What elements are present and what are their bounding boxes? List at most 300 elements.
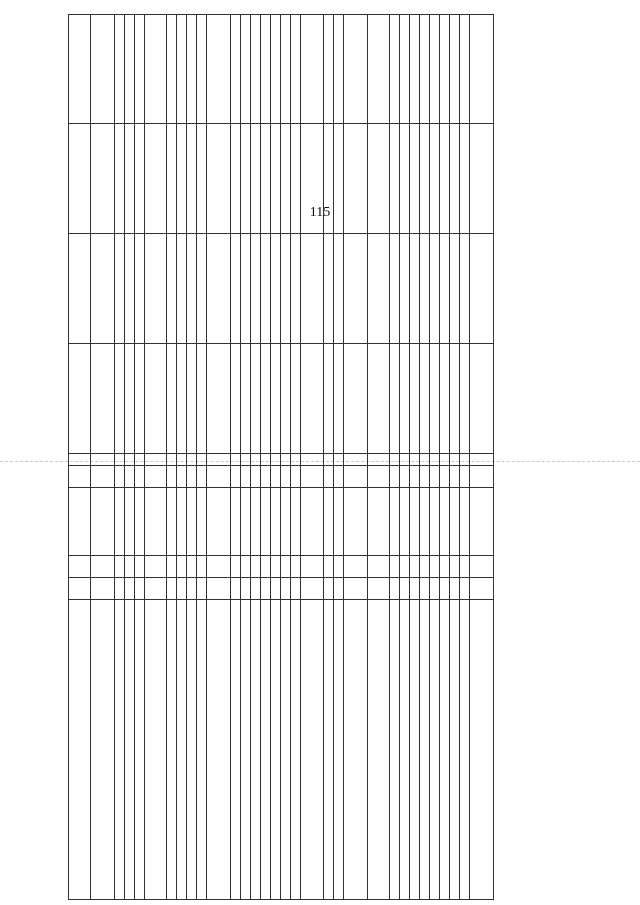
cell-name bbox=[115, 600, 125, 900]
cell-section bbox=[145, 578, 167, 600]
cell-expense-type bbox=[91, 466, 115, 488]
cell-extra bbox=[430, 454, 440, 466]
cell-amount-2 bbox=[291, 234, 301, 344]
cell-amount-2 bbox=[115, 234, 125, 344]
cell-amount-3 bbox=[470, 124, 494, 234]
cell-amount-2 bbox=[390, 234, 400, 344]
cell-amount-2 bbox=[400, 234, 410, 344]
cell-amount-4 bbox=[197, 15, 207, 124]
cell-amount-4 bbox=[291, 15, 301, 124]
cell-subsection bbox=[241, 556, 251, 578]
cell-amount-1 bbox=[460, 344, 470, 454]
table-row bbox=[368, 15, 390, 900]
cell-section bbox=[69, 578, 91, 600]
cell-subsection bbox=[167, 556, 177, 578]
cell-target bbox=[281, 488, 291, 556]
table-row bbox=[344, 15, 368, 900]
cell-amount-2 bbox=[450, 234, 460, 344]
cell-target bbox=[291, 488, 301, 556]
cell-subsection bbox=[470, 556, 494, 578]
cell-subsection bbox=[334, 556, 344, 578]
cell-expense-type bbox=[334, 466, 344, 488]
cell-amount-2 bbox=[334, 234, 344, 344]
cell-target bbox=[135, 488, 145, 556]
table-row bbox=[301, 15, 324, 900]
cell-amount-4 bbox=[440, 15, 450, 124]
cell-name bbox=[368, 600, 390, 900]
cell-expense-type bbox=[261, 466, 271, 488]
cell-amount-4 bbox=[271, 15, 281, 124]
cell-target bbox=[460, 488, 470, 556]
cell-amount-1 bbox=[400, 344, 410, 454]
cell-section bbox=[207, 578, 231, 600]
cell-amount-2 bbox=[177, 234, 187, 344]
cell-expense-type bbox=[470, 466, 494, 488]
table-row bbox=[251, 15, 261, 900]
table-row bbox=[430, 15, 440, 900]
cell-section bbox=[241, 578, 251, 600]
cell-section bbox=[291, 578, 301, 600]
cell-section bbox=[334, 578, 344, 600]
cell-expense-type bbox=[115, 466, 125, 488]
table-row bbox=[440, 15, 450, 900]
cell-section bbox=[125, 578, 135, 600]
cell-amount-1 bbox=[281, 344, 291, 454]
cell-amount-3 bbox=[450, 124, 460, 234]
cell-extra bbox=[207, 454, 231, 466]
cell-amount-4 bbox=[301, 15, 324, 124]
cell-expense-type bbox=[187, 466, 197, 488]
cell-amount-4 bbox=[145, 15, 167, 124]
cell-amount-2 bbox=[197, 234, 207, 344]
cell-extra bbox=[125, 454, 135, 466]
cell-amount-4 bbox=[400, 15, 410, 124]
cell-amount-4 bbox=[231, 15, 241, 124]
cell-extra bbox=[135, 454, 145, 466]
cell-name bbox=[251, 600, 261, 900]
cell-name bbox=[344, 600, 368, 900]
cell-amount-4 bbox=[167, 15, 177, 124]
cell-subsection bbox=[390, 556, 400, 578]
cell-amount-1 bbox=[334, 344, 344, 454]
cell-amount-4 bbox=[334, 15, 344, 124]
table-row bbox=[390, 15, 400, 900]
cell-subsection bbox=[125, 556, 135, 578]
cell-expense-type bbox=[241, 466, 251, 488]
cell-amount-4 bbox=[410, 15, 420, 124]
cell-subsection bbox=[291, 556, 301, 578]
cell-target bbox=[241, 488, 251, 556]
cell-amount-1 bbox=[125, 344, 135, 454]
table-row bbox=[420, 15, 430, 900]
cell-name bbox=[334, 600, 344, 900]
cell-target bbox=[91, 488, 115, 556]
cell-expense-type bbox=[145, 466, 167, 488]
cell-amount-3 bbox=[197, 124, 207, 234]
cell-name bbox=[420, 600, 430, 900]
cell-amount-3 bbox=[460, 124, 470, 234]
cell-name bbox=[450, 600, 460, 900]
cell-amount-3 bbox=[69, 124, 91, 234]
cell-extra bbox=[231, 454, 241, 466]
cell-amount-4 bbox=[460, 15, 470, 124]
cell-amount-3 bbox=[291, 124, 301, 234]
cell-name bbox=[207, 600, 231, 900]
cell-amount-2 bbox=[440, 234, 450, 344]
cell-amount-4 bbox=[69, 15, 91, 124]
cell-section bbox=[281, 578, 291, 600]
cell-extra bbox=[410, 454, 420, 466]
cell-amount-2 bbox=[261, 234, 271, 344]
cell-name bbox=[197, 600, 207, 900]
cell-amount-2 bbox=[368, 234, 390, 344]
cell-section bbox=[301, 578, 324, 600]
cell-amount-3 bbox=[324, 124, 334, 234]
cell-expense-type bbox=[410, 466, 420, 488]
cell-expense-type bbox=[281, 466, 291, 488]
cell-name bbox=[261, 600, 271, 900]
table-row bbox=[125, 15, 135, 900]
cell-amount-2 bbox=[69, 234, 91, 344]
cell-name bbox=[241, 600, 251, 900]
cell-amount-2 bbox=[281, 234, 291, 344]
cell-target bbox=[271, 488, 281, 556]
cell-amount-1 bbox=[440, 344, 450, 454]
cell-expense-type bbox=[167, 466, 177, 488]
cell-amount-1 bbox=[251, 344, 261, 454]
cell-amount-3 bbox=[251, 124, 261, 234]
cell-subsection bbox=[91, 556, 115, 578]
cell-target bbox=[115, 488, 125, 556]
cell-amount-4 bbox=[187, 15, 197, 124]
cell-target bbox=[167, 488, 177, 556]
cell-expense-type bbox=[125, 466, 135, 488]
table-row bbox=[177, 15, 187, 900]
cell-expense-type bbox=[440, 466, 450, 488]
cell-amount-3 bbox=[344, 124, 368, 234]
cell-amount-3 bbox=[167, 124, 177, 234]
cell-subsection bbox=[344, 556, 368, 578]
cell-target bbox=[207, 488, 231, 556]
cell-extra bbox=[450, 454, 460, 466]
cell-amount-1 bbox=[91, 344, 115, 454]
cell-amount-3 bbox=[271, 124, 281, 234]
cell-section bbox=[167, 578, 177, 600]
cell-amount-1 bbox=[324, 344, 334, 454]
cell-subsection bbox=[69, 556, 91, 578]
cell-subsection bbox=[440, 556, 450, 578]
cell-extra bbox=[281, 454, 291, 466]
cell-amount-3 bbox=[301, 124, 324, 234]
cell-section bbox=[440, 578, 450, 600]
cell-subsection bbox=[145, 556, 167, 578]
cell-subsection bbox=[450, 556, 460, 578]
cell-section bbox=[400, 578, 410, 600]
cell-subsection bbox=[324, 556, 334, 578]
cell-extra bbox=[197, 454, 207, 466]
cell-amount-3 bbox=[231, 124, 241, 234]
table-row bbox=[400, 15, 410, 900]
cell-extra bbox=[177, 454, 187, 466]
cell-amount-3 bbox=[145, 124, 167, 234]
cell-subsection bbox=[420, 556, 430, 578]
table-row bbox=[187, 15, 197, 900]
cell-amount-2 bbox=[470, 234, 494, 344]
cell-target bbox=[251, 488, 261, 556]
cell-amount-2 bbox=[145, 234, 167, 344]
cell-amount-3 bbox=[430, 124, 440, 234]
cell-amount-2 bbox=[251, 234, 261, 344]
cell-target bbox=[324, 488, 334, 556]
cell-name bbox=[440, 600, 450, 900]
cell-subsection bbox=[197, 556, 207, 578]
cell-amount-1 bbox=[470, 344, 494, 454]
cell-amount-4 bbox=[390, 15, 400, 124]
cell-section bbox=[368, 578, 390, 600]
cell-section bbox=[135, 578, 145, 600]
cell-amount-2 bbox=[207, 234, 231, 344]
cell-expense-type bbox=[450, 466, 460, 488]
cell-amount-1 bbox=[135, 344, 145, 454]
cell-subsection bbox=[410, 556, 420, 578]
cell-expense-type bbox=[271, 466, 281, 488]
cell-amount-2 bbox=[324, 234, 334, 344]
cell-amount-1 bbox=[145, 344, 167, 454]
cell-amount-3 bbox=[420, 124, 430, 234]
cell-subsection bbox=[271, 556, 281, 578]
cell-amount-1 bbox=[291, 344, 301, 454]
cell-section bbox=[231, 578, 241, 600]
cell-amount-2 bbox=[430, 234, 440, 344]
cell-amount-1 bbox=[187, 344, 197, 454]
cell-subsection bbox=[187, 556, 197, 578]
cell-subsection bbox=[135, 556, 145, 578]
cell-section bbox=[420, 578, 430, 600]
cell-extra bbox=[271, 454, 281, 466]
cell-amount-1 bbox=[430, 344, 440, 454]
cell-extra bbox=[187, 454, 197, 466]
cell-name bbox=[135, 600, 145, 900]
cell-section bbox=[324, 578, 334, 600]
cell-subsection bbox=[261, 556, 271, 578]
table-row bbox=[271, 15, 281, 900]
table-row bbox=[91, 15, 115, 900]
cell-subsection bbox=[281, 556, 291, 578]
cell-extra bbox=[91, 454, 115, 466]
table-row bbox=[197, 15, 207, 900]
cell-amount-4 bbox=[281, 15, 291, 124]
cell-amount-2 bbox=[167, 234, 177, 344]
cell-name bbox=[231, 600, 241, 900]
cell-section bbox=[271, 578, 281, 600]
cell-amount-1 bbox=[177, 344, 187, 454]
cell-amount-3 bbox=[115, 124, 125, 234]
cell-name bbox=[281, 600, 291, 900]
cell-target bbox=[231, 488, 241, 556]
cell-amount-4 bbox=[261, 15, 271, 124]
cell-amount-3 bbox=[207, 124, 231, 234]
budget-table-sheet bbox=[68, 15, 336, 900]
cell-subsection bbox=[177, 556, 187, 578]
budget-table bbox=[68, 14, 494, 900]
cell-expense-type bbox=[301, 466, 324, 488]
table-row bbox=[281, 15, 291, 900]
cell-extra bbox=[301, 454, 324, 466]
cell-expense-type bbox=[69, 466, 91, 488]
table-row bbox=[231, 15, 241, 900]
cell-expense-type bbox=[231, 466, 241, 488]
cell-name bbox=[177, 600, 187, 900]
cell-name bbox=[460, 600, 470, 900]
cell-name bbox=[400, 600, 410, 900]
page-number: 115 bbox=[309, 205, 331, 220]
cell-expense-type bbox=[344, 466, 368, 488]
cell-target bbox=[470, 488, 494, 556]
cell-target bbox=[450, 488, 460, 556]
cell-amount-2 bbox=[301, 234, 324, 344]
cell-amount-4 bbox=[470, 15, 494, 124]
cell-target bbox=[420, 488, 430, 556]
cell-amount-1 bbox=[301, 344, 324, 454]
cell-subsection bbox=[207, 556, 231, 578]
cell-amount-1 bbox=[231, 344, 241, 454]
cell-extra bbox=[291, 454, 301, 466]
table-row bbox=[450, 15, 460, 900]
cell-extra bbox=[115, 454, 125, 466]
cell-amount-1 bbox=[197, 344, 207, 454]
cell-section bbox=[390, 578, 400, 600]
cell-amount-4 bbox=[125, 15, 135, 124]
cell-amount-4 bbox=[241, 15, 251, 124]
cell-expense-type bbox=[177, 466, 187, 488]
cell-name bbox=[145, 600, 167, 900]
table-row bbox=[460, 15, 470, 900]
table-row bbox=[167, 15, 177, 900]
cell-target bbox=[440, 488, 450, 556]
cell-amount-1 bbox=[390, 344, 400, 454]
cell-extra bbox=[368, 454, 390, 466]
cell-section bbox=[261, 578, 271, 600]
cell-amount-2 bbox=[187, 234, 197, 344]
cell-amount-2 bbox=[91, 234, 115, 344]
cell-amount-4 bbox=[450, 15, 460, 124]
cell-extra bbox=[241, 454, 251, 466]
table-row bbox=[410, 15, 420, 900]
cell-extra bbox=[420, 454, 430, 466]
cell-amount-2 bbox=[410, 234, 420, 344]
cell-target bbox=[430, 488, 440, 556]
cell-amount-1 bbox=[368, 344, 390, 454]
cell-amount-3 bbox=[390, 124, 400, 234]
cell-name bbox=[410, 600, 420, 900]
cell-section bbox=[91, 578, 115, 600]
cell-expense-type bbox=[251, 466, 261, 488]
table-row bbox=[207, 15, 231, 900]
table-row bbox=[115, 15, 125, 900]
cell-amount-1 bbox=[450, 344, 460, 454]
cell-expense-type bbox=[368, 466, 390, 488]
cell-expense-type bbox=[460, 466, 470, 488]
cell-amount-1 bbox=[344, 344, 368, 454]
cell-extra bbox=[460, 454, 470, 466]
cell-target bbox=[145, 488, 167, 556]
cell-amount-2 bbox=[241, 234, 251, 344]
cell-extra bbox=[251, 454, 261, 466]
cell-amount-3 bbox=[400, 124, 410, 234]
cell-amount-4 bbox=[135, 15, 145, 124]
cell-name bbox=[470, 600, 494, 900]
cell-amount-1 bbox=[261, 344, 271, 454]
cell-target bbox=[197, 488, 207, 556]
table-row bbox=[291, 15, 301, 900]
cell-amount-3 bbox=[261, 124, 271, 234]
cell-amount-1 bbox=[115, 344, 125, 454]
cell-amount-1 bbox=[420, 344, 430, 454]
cell-amount-4 bbox=[430, 15, 440, 124]
cell-subsection bbox=[460, 556, 470, 578]
cell-name bbox=[69, 600, 91, 900]
cell-amount-2 bbox=[135, 234, 145, 344]
cell-expense-type bbox=[207, 466, 231, 488]
cell-expense-type bbox=[291, 466, 301, 488]
table-row bbox=[324, 15, 334, 900]
cell-section bbox=[450, 578, 460, 600]
cell-amount-2 bbox=[125, 234, 135, 344]
cell-amount-3 bbox=[440, 124, 450, 234]
cell-amount-3 bbox=[281, 124, 291, 234]
cell-target bbox=[390, 488, 400, 556]
cell-amount-1 bbox=[241, 344, 251, 454]
cell-expense-type bbox=[197, 466, 207, 488]
cell-name bbox=[430, 600, 440, 900]
cell-amount-2 bbox=[231, 234, 241, 344]
cell-section bbox=[344, 578, 368, 600]
cell-section bbox=[430, 578, 440, 600]
cell-subsection bbox=[368, 556, 390, 578]
table-row bbox=[135, 15, 145, 900]
cell-amount-3 bbox=[177, 124, 187, 234]
cell-extra bbox=[334, 454, 344, 466]
cell-target bbox=[410, 488, 420, 556]
cell-extra bbox=[400, 454, 410, 466]
cell-amount-3 bbox=[334, 124, 344, 234]
cell-amount-4 bbox=[324, 15, 334, 124]
cell-amount-4 bbox=[91, 15, 115, 124]
cell-name bbox=[271, 600, 281, 900]
cell-extra bbox=[261, 454, 271, 466]
cell-target bbox=[334, 488, 344, 556]
cell-name bbox=[187, 600, 197, 900]
cell-amount-4 bbox=[177, 15, 187, 124]
cell-target bbox=[400, 488, 410, 556]
cell-amount-1 bbox=[207, 344, 231, 454]
cell-name bbox=[324, 600, 334, 900]
cell-amount-3 bbox=[125, 124, 135, 234]
cell-subsection bbox=[251, 556, 261, 578]
cell-name bbox=[291, 600, 301, 900]
cell-section bbox=[197, 578, 207, 600]
cell-amount-4 bbox=[115, 15, 125, 124]
cell-expense-type bbox=[135, 466, 145, 488]
cell-amount-1 bbox=[69, 344, 91, 454]
cell-section bbox=[251, 578, 261, 600]
cell-amount-3 bbox=[241, 124, 251, 234]
cell-amount-3 bbox=[410, 124, 420, 234]
cell-subsection bbox=[301, 556, 324, 578]
cell-amount-4 bbox=[207, 15, 231, 124]
cell-target bbox=[125, 488, 135, 556]
cell-target bbox=[69, 488, 91, 556]
